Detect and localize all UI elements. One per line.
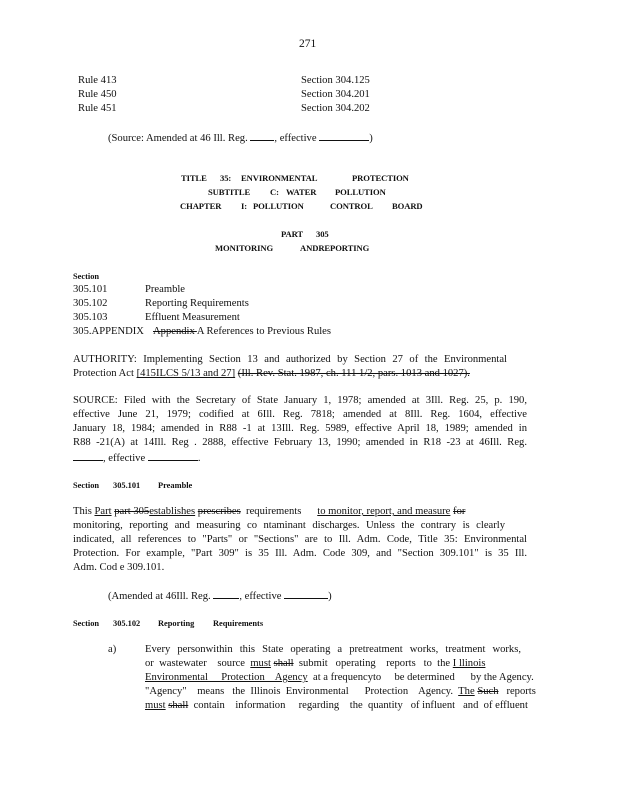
requirement-text: submit operating reports to the [293,658,453,669]
title-word: CONTROL [330,201,373,211]
part-number: 305 [316,229,329,239]
toc-title: Effluent Measurement [145,312,240,323]
underlined-text: establishes [149,506,196,517]
section-label: Section [73,481,100,490]
struck-text: prescribes [197,506,241,517]
underlined-text: to monitor, report, and measure [317,506,451,517]
source-amended-note [108,130,373,145]
item-label: a) [108,644,117,655]
underlined-text: I llinois [452,658,486,669]
amend-effective: , effective [239,591,282,602]
underlined-text: must [250,658,271,669]
requirement-line [145,699,528,712]
rule-section: Section 304.201 [301,89,370,100]
authority-line: AUTHORITY: Implementing Section 13 and authorized by Section 27 of the Environmental [73,354,507,365]
section-label: Section [73,619,100,628]
preamble-line [73,505,465,518]
source-prefix: (Source: Amended at 46 Ill. Reg. [108,133,248,144]
toc-number: 305.103 [73,312,108,323]
section-number: 305.101 [113,481,141,490]
requirement-text: contain information regarding the quantity of influent and of effluent [188,700,528,711]
preamble-line: monitoring, reporting and measuring co ntaminant discharges. Unless the contrary is clearly [73,520,505,531]
blank-line [284,588,328,599]
preamble-line: Protection. For example, "Part 309" is 35 Ill. Adm. Code 309, and "Section 309.101" is 35 Ill. [73,548,527,559]
struck-text: shall [273,658,294,669]
requirement-text: reports [498,686,536,697]
part-title: ANDREPORTING [300,243,370,253]
title-word: ENVIRONMENTAL [241,173,318,183]
title-word: C: [270,187,279,197]
source-line [73,450,200,465]
preamble-text: requirements [240,506,318,517]
source-end: . [197,453,201,464]
source-line: effective June 21, 1979; codified at 6Ill. Reg. 7818; amended at 8Ill. Reg. 1604, effective [73,409,527,420]
struck-text: for [453,506,466,517]
underlined-text: Environmental Protection Agency [145,672,308,683]
requirement-text: "Agency" means the Illinois Environmental Protection Agency. [145,686,459,697]
amend-suffix: ) [328,591,332,602]
source-line: R88 -21(A) at 14Ill. Reg . 2888, effective February 13, 1990; amended in R18 -23 at 46Ill. Reg. [73,437,527,448]
amend-prefix: (Amended at 46Ill. Reg. [108,591,211,602]
blank-line [148,450,198,461]
section-number: 305.102 [113,619,141,628]
requirement-text: at a frequencyto be determined by the Agency. [307,672,534,683]
requirement-line [145,671,534,684]
struck-text: part 305 [114,506,150,517]
title-word: POLLUTION [335,187,386,197]
title-word: BOARD [392,201,423,211]
underlined-text: [415ILCS 5/13 and 27] [136,368,236,379]
underlined-text: must [145,700,166,711]
struck-text: Appendix [153,326,197,337]
underlined-text: Part [94,506,112,517]
part-label: PART [281,229,304,239]
blank-line [213,588,239,599]
blank-line [319,130,369,141]
rule-section: Section 304.202 [301,103,370,114]
struck-text: Such [477,686,499,697]
page-number: 271 [299,38,317,50]
source-line: January 18, 1984; amended in R88 -1 at 13Ill. Reg. 5989, effective April 18, 1989; amended in [73,423,527,434]
title-word: CHAPTER [180,201,222,211]
title-word: TITLE [181,173,207,183]
requirement-line [145,685,536,698]
title-word: 35: [220,173,232,183]
requirement-line [145,657,485,670]
struck-text: (Ill. Rev. Stat. 1987, ch. 111 1/2, pars. 1013 and 1027). [237,368,470,379]
toc-number: 305.101 [73,284,108,295]
blank-line [73,450,103,461]
source-suffix: ) [369,133,373,144]
preamble-line: indicated, all references to "Parts" or "Sections" are to Ill. Adm. Code, Title 35: Environmental [73,534,527,545]
source-effective: , effective [274,133,317,144]
toc-appendix-title: A References to Previous Rules [196,326,332,337]
toc-number: 305.APPENDIX [73,326,144,337]
preamble-text: This [73,506,95,517]
title-word: POLLUTION [253,201,304,211]
toc-title: Preamble [145,284,186,295]
title-word: WATER [286,187,317,197]
requirement-line: Every personwithin this State operating a pretreatment works, treatment works, [145,644,521,655]
part-title: MONITORING [215,243,274,253]
rule-label: Rule 450 [78,89,117,100]
source-line: SOURCE: Filed with the Secretary of State January 1, 1978; amended at 3Ill. Reg. 25, p. 190, [73,395,527,406]
requirement-text: or wastewater source [145,658,251,669]
blank-line [250,130,274,141]
section-title: Preamble [158,481,193,490]
rule-section: Section 304.125 [301,75,370,86]
rule-label: Rule 451 [78,103,117,114]
authority-text: Protection Act [73,368,137,379]
title-word: SUBTITLE [208,187,251,197]
title-word: PROTECTION [352,173,409,183]
toc-number: 305.102 [73,298,108,309]
struck-text: shall [168,700,189,711]
section-title: Requirements [213,619,264,628]
underlined-text: The [458,686,475,697]
section-title: Reporting [158,619,195,628]
preamble-line: Adm. Cod e 309.101. [73,562,165,573]
title-word: I: [241,201,248,211]
source-effective: , effective [103,453,146,464]
rule-label: Rule 413 [78,75,117,86]
toc-title [153,325,331,338]
authority-line [73,367,470,380]
section-101-amended-note [108,588,332,603]
toc-heading: Section [73,272,100,281]
toc-title: Reporting Requirements [145,298,249,309]
